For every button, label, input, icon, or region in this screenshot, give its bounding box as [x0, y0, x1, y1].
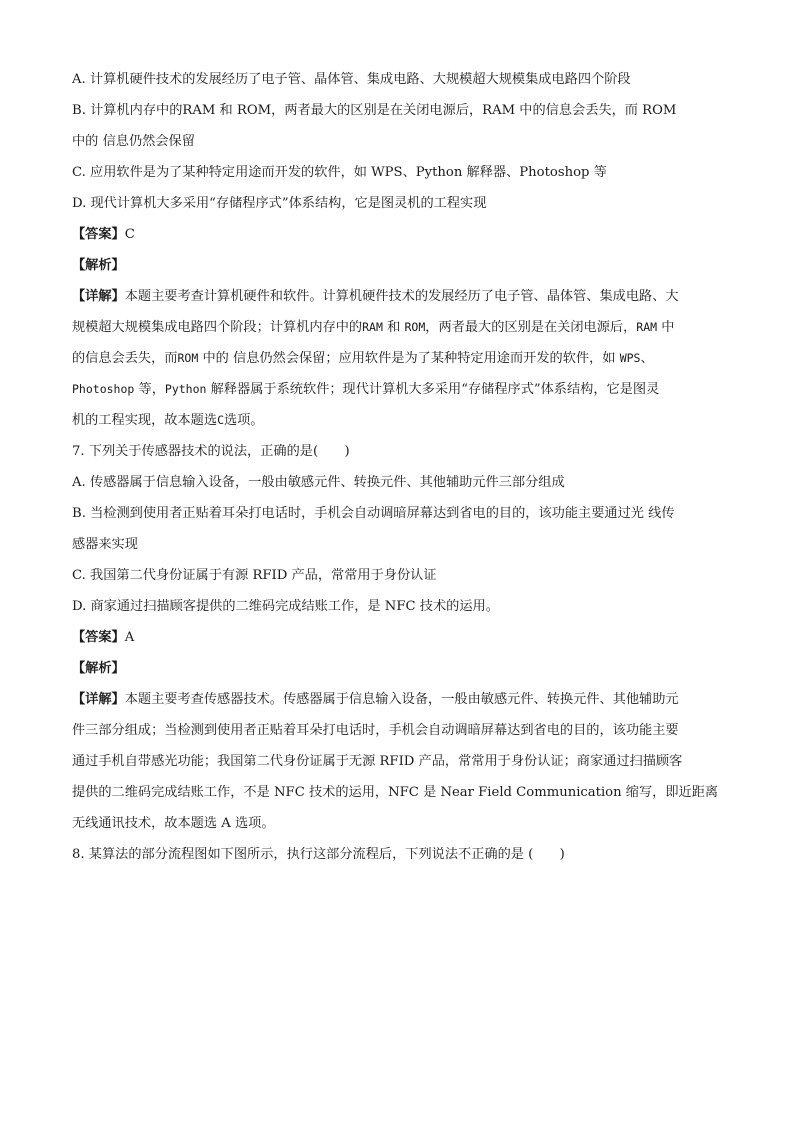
q7-detail-line5: 无线通讯技术，故本题选 A 选项。: [72, 816, 275, 831]
q6-answer-tag: 【答案】: [72, 227, 125, 242]
q6-detail-photoshop: Photoshop: [72, 382, 135, 396]
q6-detail-text2e: ，两者最大的区别是在关闭电源后，: [425, 320, 637, 335]
q6-option-c: C. 应用软件是为了某种特定用途而开发的软件，如 WPS、Python 解释器、Photoshop 等: [72, 165, 607, 180]
q7-detail-text1: 本题主要考查传感器技术。传感器属于信息输入设备，一般由敏感元件、转换元件、其他辅助元: [124, 692, 679, 707]
q6-detail-ram: RAM: [362, 320, 383, 334]
q6-option-b-line2: 中的 信息仍然会保留: [72, 134, 195, 149]
q6-detail-line4: [72, 374, 732, 405]
q6-answer-value: C: [124, 227, 135, 242]
q7-detail-line3: 通过手机自带感光功能；我国第二代身份证属于无源 RFID 产品，常常用于身份认证；商家通过扫描顾客: [72, 754, 683, 769]
q6-option-b-line1: B. 计算机内存中的RAM 和 ROM，两者最大的区别是在关闭电源后，RAM 中的信息会丢失，而 ROM: [72, 103, 677, 118]
q7-analysis-heading: 【解析】: [72, 661, 125, 676]
q7-answer-tag: 【答案】: [72, 630, 125, 645]
q6-detail-line1: [72, 281, 732, 312]
q8-question: 8. 某算法的部分流程图如下图所示，执行这部分流程后，下列说法不正确的是 ( ): [72, 847, 565, 862]
q6-detail-and: 和: [387, 320, 401, 335]
q6-detail-rom: ROM: [404, 320, 426, 334]
q6-detail-comma: 、: [640, 351, 654, 366]
q7-detail-tag: 【详解】: [72, 692, 125, 707]
q7-option-a: A. 传感器属于信息输入设备，一般由敏感元件、转换元件、其他辅助元件三部分组成: [72, 475, 565, 490]
q7-option-c: C. 我国第二代身份证属于有源 RFID 产品，常常用于身份认证: [72, 568, 437, 583]
q6-detail-ram2: RAM: [636, 320, 658, 334]
q6-detail-line3: [72, 343, 732, 374]
q6-detail-rom2: ROM: [177, 351, 199, 365]
q6-detail-wps: WPS: [619, 351, 641, 365]
q6-detail-text1: 本题主要考查计算机硬件和软件。计算机硬件技术的发展经历了电子管、晶体管、集成电路、大: [124, 289, 679, 304]
q7-answer: [72, 622, 732, 653]
q6-detail-text4b: 等，: [138, 382, 165, 397]
q7-detail-line1: [72, 684, 732, 715]
q6-detail-text5a: 机的工程实现，故本题选: [72, 413, 218, 428]
q7-option-d: D. 商家通过扫描顾客提供的二维码完成结账工作，是 NFC 技术的运用。: [72, 599, 499, 614]
q6-answer: [72, 219, 732, 250]
q6-analysis-heading: 【解析】: [72, 258, 125, 273]
q7-option-b-line1: B. 当检测到使用者正贴着耳朵打电话时，手机会自动调暗屏幕达到省电的目的，该功能主要通过光 线传: [72, 506, 675, 521]
q6-detail-text3c: 中的 信息仍然会保留；应用软件是为了某种特定用途而开发的软件，如: [202, 351, 616, 366]
q6-detail-zhong: 中: [661, 320, 675, 335]
q7-answer-value: A: [124, 630, 135, 645]
q6-option-a: A. 计算机硬件技术的发展经历了电子管、晶体管、集成电路、大规模超大规模集成电路四个阶段: [72, 72, 631, 87]
q6-detail-tag: 【详解】: [72, 289, 125, 304]
q7-option-b-line2: 感器来实现: [72, 537, 138, 552]
q6-detail-python: Python: [164, 382, 207, 396]
document-page: [72, 64, 732, 870]
q6-detail-text3a: 的信息会丢失，而: [72, 351, 178, 366]
q6-option-d: D. 现代计算机大多采用“存储程序式”体系结构，它是图灵机的工程实现: [72, 196, 487, 211]
q7-detail-line4: 提供的二维码完成结账工作，不是 NFC 技术的运用，NFC 是 Near Field Communication 缩写，即近距离: [72, 785, 719, 800]
q7-detail-line2: 件三部分组成；当检测到使用者正贴着耳朵打电话时，手机会自动调暗屏幕达到省电的目的，该功能主要: [72, 723, 679, 738]
q6-detail-text5c: 选项。: [224, 413, 264, 428]
q7-question: 7. 下列关于传感器技术的说法，正确的是( ): [72, 444, 350, 459]
q6-detail-line2: [72, 312, 732, 343]
q6-detail-line5: [72, 405, 732, 436]
q6-detail-text2a: 规模超大规模集成电路四个阶段；计算机内存中的: [72, 320, 363, 335]
q6-detail-c: C: [217, 413, 224, 427]
q6-detail-text4d: 解释器属于系统软件；现代计算机大多采用“存储程序式”体系结构，它是图灵: [210, 382, 660, 397]
